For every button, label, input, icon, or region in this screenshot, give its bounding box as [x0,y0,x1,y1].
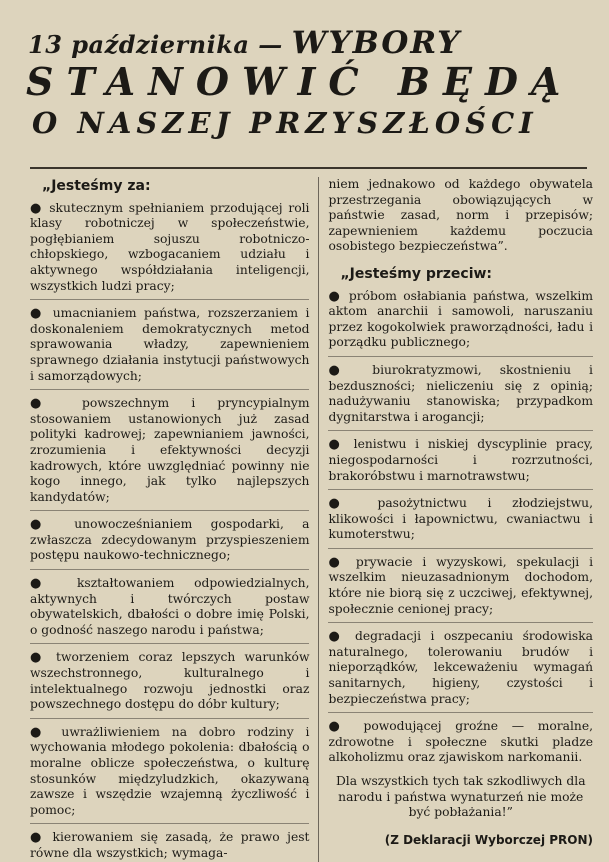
item-separator [30,823,309,824]
list-item [328,363,593,425]
bullet-icon: ● [328,554,356,570]
item-separator [30,718,309,719]
item-separator [30,389,309,390]
list-item [328,496,593,543]
list-item [30,650,309,712]
headline-line-3: O NASZEJ PRZYSZŁOŚCI [32,106,538,140]
bullet-icon: ● [30,517,75,533]
headline-line-2: STANOWIĆ BĘDĄ [26,59,574,104]
list-item-text: degradacji i oszpecaniu środowiska naturalnego, tolerowaniu brudów i nieporządków, lekceważeniu wymagań sanitarnych, higieny, czystości i bezpieczeństwa pracy; [328,629,593,706]
headline-line-1 [28,25,589,61]
item-separator [328,356,593,357]
list-item [328,289,593,351]
list-item [30,396,309,505]
item-separator [30,299,309,300]
list-item [30,306,309,384]
bullet-icon: ● [30,650,57,666]
list-item [328,555,593,617]
list-item-text: biurokratyzmowi, skostnieniu i bezduszności; nieliczeniu się z opinią; nadużywaniu stanowiska; przypadkom dygnitarstwa i arogancji; [328,362,593,424]
bullet-icon: ● [328,362,373,378]
right-column [319,177,593,862]
for-heading: „Jesteśmy za: [42,178,151,194]
list-item-text: umacnianiem państwa, rozszerzaniem i doskonaleniem demokratycznych metod sprawowania władzy, zapewnieniem sprawnego działania instytucji państwowych i samorządowych; [30,306,310,383]
list-item-text: prywacie i wyzyskowi, spekulacji i wszelkim nieuzasadnionym dochodom, które nie biorą się z uczciwej, efektywnej, społecznie cenionej pracy; [328,554,593,616]
list-item-text: skutecznym spełnianiem przodującej roli klasy robotniczej w społeczeństwie, pogłębianiem sojuszu robotniczo-chłopskiego, wzbogacaniem udziału i aktywnego współdziałania inteligencji, wszystkich ludzi pracy; [30,200,310,293]
list-item-text: pasożytnictwu i złodziejstwu, klikowości i łapownictwu, cwaniactwu i kumoterstwu; [328,496,593,542]
list-item [328,437,593,484]
list-item [30,201,309,295]
list-item-text: powodującej groźne — moralne, zdrowotne i społeczne skutki pladze alkoholizmu oraz zjawiskom narkomanii. [328,719,593,765]
list-item-text: lenistwu i niskiej dyscyplinie pracy, niegospodarności i rozrzutności, brakoróbstwu i marnotrawstwu; [328,437,593,483]
list-item [30,517,309,564]
list-item [30,725,309,819]
list-item [328,629,593,707]
item-separator [30,643,309,644]
closing-statement: Dla wszystkich tych tak szkodliwych dla narodu i państwa wynaturzeń nie może być pobłażania!” [335,774,586,820]
item-separator [30,569,309,570]
bullet-icon: ● [328,288,349,304]
item-separator [328,548,593,549]
list-item-text: tworzeniem coraz lepszych warunków wszechstronnego, kulturalnego i intelektualnego rozwoju jednostki oraz powszechnego dostępu do dóbr kultury; [30,650,310,712]
source-credit: (Z Deklaracji Wyborczej PRON) [384,833,593,848]
bullet-icon: ● [30,830,53,846]
headline-word: WYBORY [291,25,462,61]
list-item [328,719,593,766]
against-heading: „Jesteśmy przeciw: [340,265,493,282]
list-item-text: powszechnym i pryncypialnym stosowaniem ustanowionych już zasad polityki kadrowej; zapewnianiem jawności, zrozumienia i efektywności decyzji kadrowych, które uwzględniać powinny nie kogo innego, jak tylko najlepszych kandydatów; [30,396,310,504]
item-separator [30,510,309,511]
bullet-icon: ● [328,437,354,453]
list-item-text: próbom osłabiania państwa, wszelkim aktom anarchii i samowoli, naruszaniu przez kogokolwiek praworządności, ładu i porządku publicznego; [328,288,593,350]
bullet-icon: ● [30,200,50,216]
continuation-text: niem jednakowo od każdego obywatela przestrzegania obowiązujących w państwie zasad, norm i przepisów; zapewnieniem każdemu poczucia osobistego bezpieczeństwa”. [328,177,593,254]
left-column [30,177,319,862]
item-separator [328,430,593,431]
bullet-icon: ● [328,719,364,735]
headline-rule [30,167,587,169]
bullet-icon: ● [30,396,82,412]
headline-date: 13 października — [28,30,283,59]
list-item-text: uwrażliwieniem na dobro rodziny i wychowania młodego pokolenia: dbałością o moralne oblicze społeczeństwa, o kulturę stosunków międzyludzkich, okazywaną zawsze i wszędzie wzajemną życzliwość i pomoc; [30,724,310,817]
list-item-text: kształtowaniem odpowiedzialnych, aktywnych i twórczych postaw obywatelskich, dbałości o dobre imię Polski, o godność naszego narodu i państwa; [30,576,310,637]
for-list [30,201,309,862]
item-separator [328,712,593,713]
list-item [30,576,309,638]
article-columns [30,177,593,862]
bullet-icon: ● [328,496,378,512]
bullet-icon: ● [328,629,355,645]
bullet-icon: ● [30,576,77,592]
item-separator [328,622,593,623]
list-item [30,830,309,861]
item-separator [328,489,593,490]
list-item-text: kierowaniem się zasadą, że prawo jest równe dla wszystkich; wymaga- [30,830,310,860]
list-item-text: unowocześnianiem gospodarki, a zwłaszcza zdecydowanym przyspieszeniem postępu naukowo-technicznego; [30,517,310,563]
bullet-icon: ● [30,306,53,322]
bullet-icon: ● [30,724,62,740]
against-list [328,289,593,766]
